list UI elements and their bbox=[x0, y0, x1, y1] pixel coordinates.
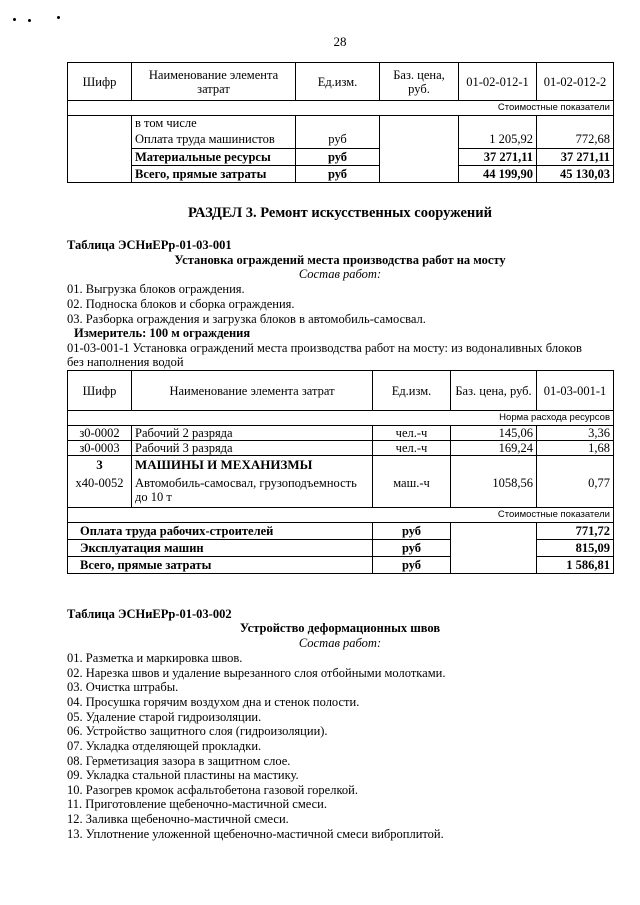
total-name: Всего, прямые затраты bbox=[68, 557, 373, 574]
block2-step: 02. Нарезка швов и удаление вырезанного слоя отбойными молотками. bbox=[67, 666, 446, 680]
total-value: 771,72 bbox=[537, 523, 614, 540]
header-code: Шифр bbox=[68, 63, 132, 101]
labor-price: 145,06 bbox=[451, 426, 537, 441]
row-unit bbox=[296, 116, 380, 131]
total-name: Оплата труда рабочих-строителей bbox=[68, 523, 373, 540]
block1-step: 03. Разборка ограждения и загрузка блоков в автомобиль-самосвал. bbox=[67, 312, 426, 326]
labor-value: 1,68 bbox=[537, 441, 614, 456]
group-unit bbox=[373, 456, 451, 474]
machine-price bbox=[451, 474, 537, 508]
block2-step: 08. Герметизация зазора в защитном слое. bbox=[67, 754, 291, 768]
row-value-1: 44 199,90 bbox=[459, 166, 537, 183]
row-value-2: 45 130,03 bbox=[537, 166, 614, 183]
machine-name bbox=[132, 474, 373, 508]
header-name: Наименование элемента затрат bbox=[132, 371, 373, 411]
row-name: в том числе bbox=[132, 116, 296, 131]
scan-dot-2 bbox=[28, 19, 31, 22]
group-name: МАШИНЫ И МЕХАНИЗМЫ bbox=[132, 456, 373, 474]
table-id-1: Таблица ЭСНиЕРр-01-03-001 bbox=[67, 238, 232, 252]
total-value: 1 586,81 bbox=[537, 557, 614, 574]
block1-step: 01. Выгрузка блоков ограждения. bbox=[67, 282, 245, 296]
section-title: РАЗДЕЛ 3. Ремонт искусственных сооружений bbox=[187, 205, 492, 221]
row-unit: руб bbox=[296, 149, 380, 166]
table-id-2: Таблица ЭСНиЕРр-01-03-002 bbox=[67, 607, 232, 621]
machine-code bbox=[68, 474, 132, 508]
machine-price-text: 1058,56 bbox=[492, 475, 533, 490]
block2-step: 04. Просушка горячим воздухом дна и стенок полости. bbox=[67, 695, 360, 709]
block2-title: Устройство деформационных швов bbox=[239, 621, 441, 635]
block1-subtitle: Состав работ: bbox=[298, 267, 382, 281]
machine-unit bbox=[373, 474, 451, 508]
block2-step: 11. Приготовление щебеночно-мастичной смеси. bbox=[67, 797, 327, 811]
subheader-norm: Норма расхода ресурсов bbox=[68, 411, 614, 426]
machine-unit-text: маш.-ч bbox=[393, 475, 430, 490]
total-unit: руб bbox=[373, 540, 451, 557]
header-code: Шифр bbox=[68, 371, 132, 411]
labor-code: з0-0003 bbox=[68, 441, 132, 456]
block2-step: 10. Разогрев кромок асфальтобетона газовой горелкой. bbox=[67, 783, 358, 797]
row-name: Всего, прямые затраты bbox=[132, 166, 296, 183]
labor-code: з0-0002 bbox=[68, 426, 132, 441]
block1-title: Установка ограждений места производства работ на мосту bbox=[174, 253, 506, 267]
block2-step: 05. Удаление старой гидроизоляции. bbox=[67, 710, 262, 724]
block2-step: 09. Укладка стальной пластины на мастику. bbox=[67, 768, 299, 782]
header-unit: Ед.изм. bbox=[296, 63, 380, 101]
header-price: Баз. цена, руб. bbox=[451, 371, 537, 411]
labor-name: Рабочий 2 разряда bbox=[132, 426, 373, 441]
block2-step: 01. Разметка и маркировка швов. bbox=[67, 651, 243, 665]
price-cell bbox=[380, 116, 459, 183]
machine-value bbox=[537, 474, 614, 508]
total-name: Эксплуатация машин bbox=[68, 540, 373, 557]
row-name: Оплата труда машинистов bbox=[132, 131, 296, 149]
block2-step: 06. Устройство защитного слоя (гидроизоляции). bbox=[67, 724, 328, 738]
group-value bbox=[537, 456, 614, 474]
row-value-2: 37 271,11 bbox=[537, 149, 614, 166]
total-unit: руб bbox=[373, 557, 451, 574]
subheader-cost: Стоимостные показатели bbox=[68, 101, 614, 116]
row-value-1: 37 271,11 bbox=[459, 149, 537, 166]
row-value-1: 1 205,92 bbox=[459, 131, 537, 149]
row-value-2: 772,68 bbox=[537, 131, 614, 149]
page-number: 28 bbox=[333, 34, 347, 49]
scan-dot-3 bbox=[57, 16, 60, 19]
block2-subtitle: Состав работ: bbox=[298, 636, 382, 650]
header-unit: Ед.изм. bbox=[373, 371, 451, 411]
total-unit: руб bbox=[373, 523, 451, 540]
subheader-cost: Стоимостные показатели bbox=[68, 508, 614, 523]
machine-code-text: х40-0052 bbox=[75, 475, 124, 490]
labor-name: Рабочий 3 разряда bbox=[132, 441, 373, 456]
machine-name-line-2: до 10 т bbox=[135, 489, 172, 504]
header-col-1: 01-03-001-1 bbox=[537, 371, 614, 411]
labor-unit: чел.-ч bbox=[373, 441, 451, 456]
labor-price: 169,24 bbox=[451, 441, 537, 456]
block2-step: 03. Очистка штрабы. bbox=[67, 680, 179, 694]
row-value-1 bbox=[459, 116, 537, 131]
cost-table-1 bbox=[67, 62, 614, 183]
group-price bbox=[451, 456, 537, 474]
code-cell bbox=[68, 116, 132, 183]
block2-step: 07. Укладка отделяющей прокладки. bbox=[67, 739, 262, 753]
row-unit: руб bbox=[296, 166, 380, 183]
row-name: Материальные ресурсы bbox=[132, 149, 296, 166]
scan-dot-1 bbox=[13, 18, 16, 21]
total-value: 815,09 bbox=[537, 540, 614, 557]
header-price: Баз. цена, руб. bbox=[380, 63, 459, 101]
labor-unit: чел.-ч bbox=[373, 426, 451, 441]
machine-value-text: 0,77 bbox=[588, 475, 610, 490]
group-code: 3 bbox=[68, 456, 132, 474]
block2-step: 12. Заливка щебеночно-мастичной смеси. bbox=[67, 812, 289, 826]
block1-desc-1: 01-03-001-1 Установка ограждений места производства работ на мосту: из водоналивных блоков bbox=[67, 341, 582, 355]
header-col-1: 01-02-012-1 bbox=[459, 63, 537, 101]
block1-measure: Измеритель: 100 м ограждения bbox=[74, 326, 251, 340]
machine-name-line-1: Автомобиль-самосвал, грузоподъемность bbox=[135, 475, 357, 490]
header-col-2: 01-02-012-2 bbox=[537, 63, 614, 101]
block1-step: 02. Подноска блоков и сборка ограждения. bbox=[67, 297, 295, 311]
row-unit: руб bbox=[296, 131, 380, 149]
resource-table bbox=[67, 370, 614, 574]
header-name: Наименование элемента затрат bbox=[132, 63, 296, 101]
block2-step: 13. Уплотнение уложенной щебеночно-мастичной смеси виброплитой. bbox=[67, 827, 444, 841]
labor-value: 3,36 bbox=[537, 426, 614, 441]
total-price-cell bbox=[451, 523, 537, 574]
block1-desc-2: без наполнения водой bbox=[67, 355, 184, 369]
row-value-2 bbox=[537, 116, 614, 131]
